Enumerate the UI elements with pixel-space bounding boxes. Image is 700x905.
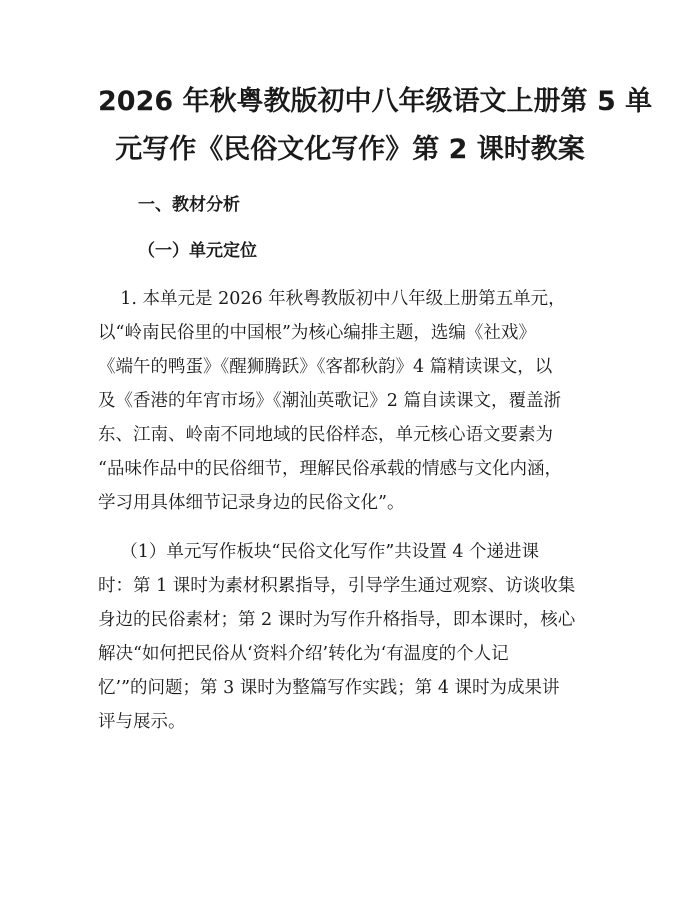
paragraph-line: （1）单元写作板块“民俗文化写作”共设置 4 个递进课 [98, 542, 540, 562]
paragraph-line: 及《香港的年宵市场》《潮汕英歌记》2 篇自读课文，覆盖浙 [98, 391, 561, 411]
paragraph-1 [98, 282, 608, 520]
subsection-heading: （一）单元定位 [138, 241, 257, 261]
paragraph-line: 解决“如何把民俗从‘资料介绍’转化为‘有温度的个人记 [98, 644, 509, 664]
paragraph-line: 忆’”的问题；第 3 课时为整篇写作实践；第 4 课时为成果讲 [98, 678, 560, 698]
paragraph-line: 《端午的鸭蛋》《醒狮腾跃》《客都秋韵》4 篇精读课文，以 [98, 357, 553, 377]
document-title-line-2: 元写作《民俗文化写作》第 2 课时教案 [115, 134, 585, 165]
paragraph-line: “品味作品中的民俗细节，理解民俗承载的情感与文化内涵， [98, 459, 562, 479]
paragraph-2 [98, 535, 608, 739]
paragraph-line: 东、江南、岭南不同地域的民俗样态，单元核心语文要素为 [98, 425, 553, 445]
section-heading: 一、教材分析 [138, 195, 240, 215]
paragraph-line: 时：第 1 课时为素材积累指导，引导学生通过观察、访谈收集 [98, 576, 576, 596]
paragraph-line: 学习用具体细节记录身边的民俗文化”。 [98, 493, 405, 513]
paragraph-line: 身边的民俗素材；第 2 课时为写作升格指导，即本课时，核心 [98, 610, 576, 630]
paragraph-line: 1. 本单元是 2026 年秋粤教版初中八年级上册第五单元， [98, 289, 566, 309]
paragraph-line: 以“岭南民俗里的中国根”为核心编排主题，选编《社戏》 [98, 323, 536, 343]
document-title-line-1: 2026 年秋粤教版初中八年级语文上册第 5 单 [98, 86, 653, 117]
paragraph-line: 评与展示。 [98, 712, 186, 732]
